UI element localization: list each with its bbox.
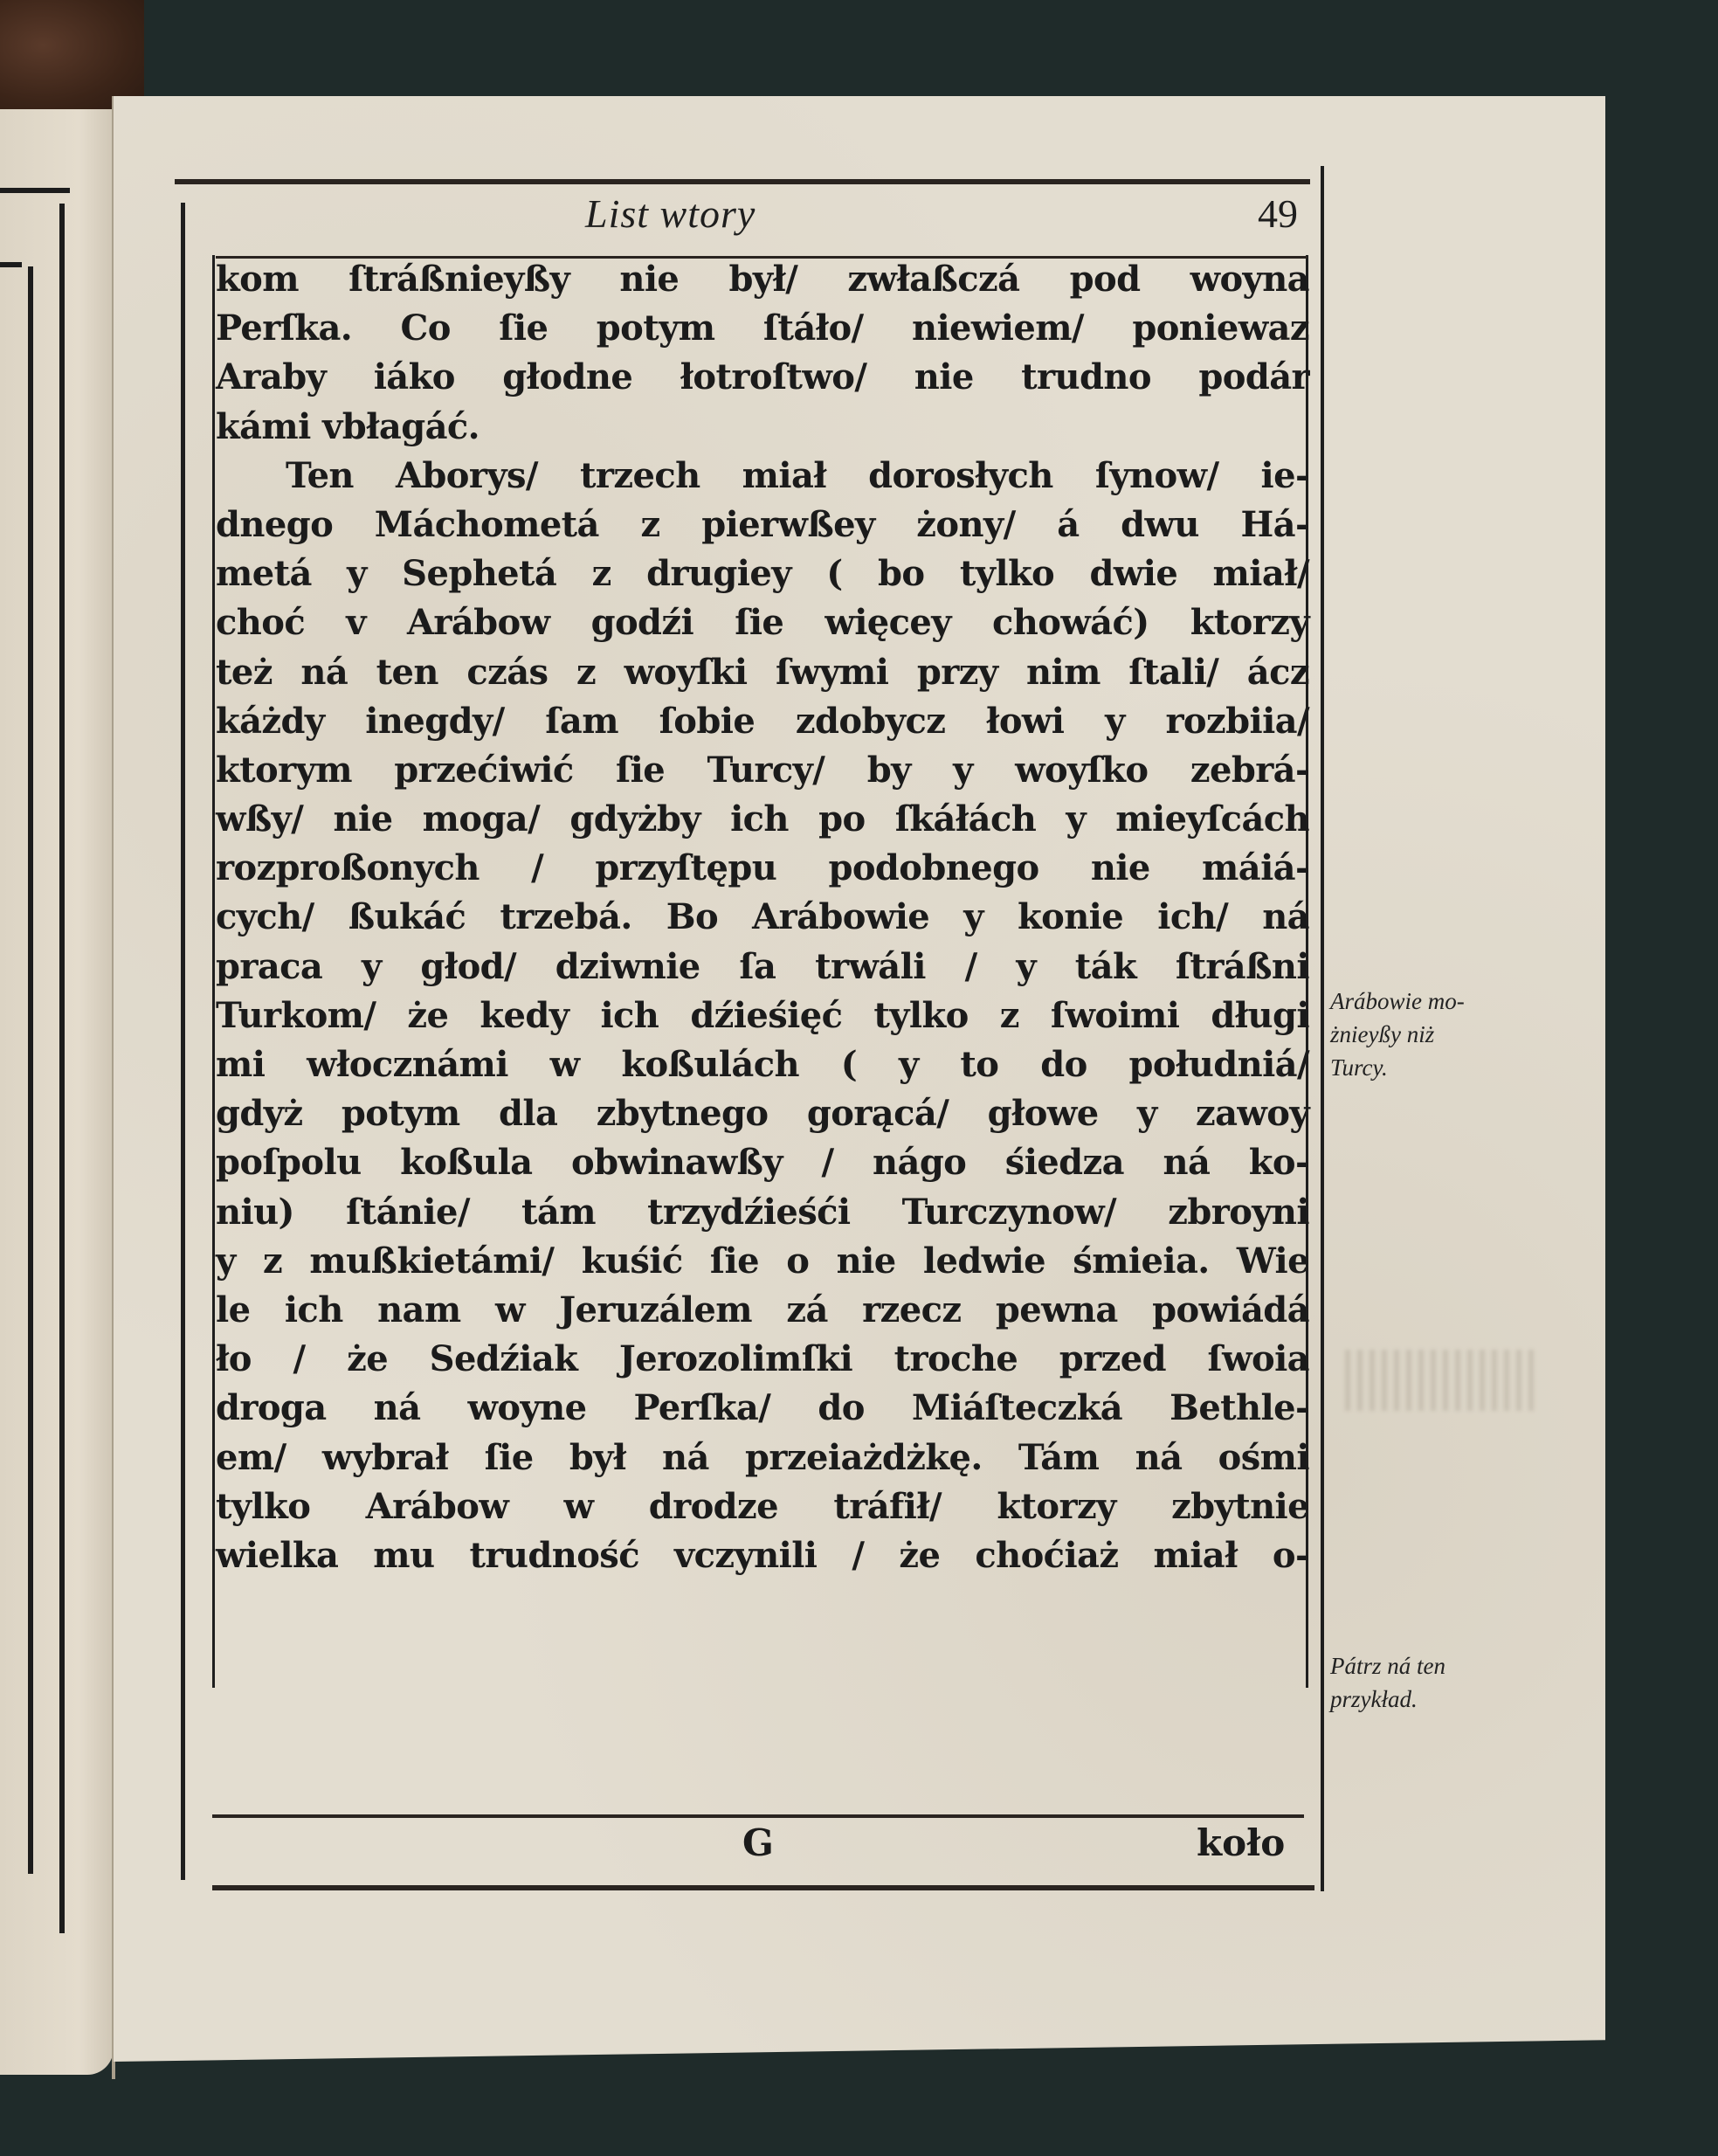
- text-line: poſpolu koßula obwinawßy / nágo śiedza ná ko-: [216, 1142, 1309, 1184]
- text-line: kámi vbłagáć.: [216, 405, 480, 447]
- marginal-note-line: Turcy.: [1330, 1054, 1388, 1081]
- text-line: cych/ ßukáć trzebá. Bo Arábowie y konie ich/ ná: [216, 896, 1309, 938]
- facing-page-rule: [59, 204, 65, 1933]
- footer-bottom-rule: [212, 1885, 1314, 1890]
- facing-page-rule: [0, 188, 70, 193]
- header-top-rule: [175, 179, 1310, 184]
- text-line: wielka mu trudność vczynili / że choćiaż miał o-: [216, 1534, 1309, 1576]
- paragraph-first-line: Ten Aborys/ trzech miał dorosłych ſynow/ ie-: [286, 454, 1309, 496]
- marginal-note-line: Pátrz ná ten: [1330, 1653, 1445, 1679]
- marginal-note-line: przykład.: [1330, 1686, 1418, 1712]
- page-number: 49: [1258, 191, 1298, 236]
- text-line: gdyż potym dla zbytnego gorącá/ głowe y zawoy: [216, 1093, 1309, 1135]
- text-line: káżdy inegdy/ ſam ſobie zdobycz łowi y rozbiia/: [216, 700, 1309, 742]
- marginal-note-line: żnieyßy niż: [1330, 1021, 1435, 1047]
- text-line: dnego Máchometá z pierwßey żony/ á dwu Há-: [216, 503, 1309, 545]
- text-line: rozproßonych / przyſtępu podobnego nie máiá-: [216, 847, 1309, 889]
- body-text: [216, 255, 1309, 1580]
- text-bottom-rule: [212, 1814, 1304, 1818]
- text-line: Perſka. Co ſie potym ſtáło/ niewiem/ poniewaz: [216, 308, 1309, 349]
- text-line: droga ná woyne Perſka/ do Miáſteczká Bethle-: [216, 1387, 1309, 1429]
- frame-inner-left-rule: [212, 255, 215, 1688]
- text-line: mi włocznámi w koßulách ( y to do południá/: [216, 1044, 1309, 1085]
- text-line: ktorym przećiwić ſie Turcy/ by y woyſko zebrá-: [216, 749, 1309, 791]
- text-line: ło / że Sedźiak Jerozolimſki troche przed ſwoia: [216, 1338, 1309, 1380]
- catchword: koło: [1197, 1821, 1286, 1864]
- text-line: praca y głod/ dziwnie ſa trwáli / y ták ſtráßni: [216, 945, 1309, 987]
- text-line: kom ſtráßnieyßy nie był/ zwłaßczá pod woyna: [216, 259, 1309, 300]
- marginal-note: [1330, 985, 1557, 1084]
- marginal-note-line: Arábowie mo-: [1330, 988, 1465, 1014]
- text-line: le ich nam w Jeruzálem zá rzecz pewna powiádá: [216, 1289, 1309, 1330]
- signature-mark: G: [742, 1821, 774, 1864]
- text-line: Araby iáko głodne łotroſtwo/ nie trudno podár: [216, 356, 1309, 398]
- text-line: choć v Arábow godźi ſie więcey chowáć) ktorzy: [216, 602, 1309, 644]
- running-title: List wtory: [585, 191, 756, 236]
- text-line: em/ wybrał ſie był ná przeiażdżkę. Tám ná ośmi: [216, 1436, 1309, 1478]
- text-line: tylko Arábow w drodze tráfił/ ktorzy zbytnie: [216, 1485, 1309, 1527]
- show-through-ink: [1345, 1350, 1537, 1411]
- facing-page-rule: [28, 266, 33, 1874]
- facing-page-edge: [0, 109, 114, 2075]
- text-line: wßy/ nie moga/ gdyżby ich po ſkáłách y mieyſcách: [216, 798, 1309, 840]
- text-line: też ná ten czás z woyſki ſwymi przy nim ſtali/ ácz: [216, 651, 1309, 693]
- text-line: niu) ſtánie/ tám trzydźieśći Turczynow/ zbroyni: [216, 1191, 1309, 1233]
- facing-page-rule: [0, 262, 22, 267]
- frame-right-rule: [1321, 166, 1324, 1891]
- frame-left-rule: [181, 203, 185, 1880]
- text-line: metá y Sephetá z drugiey ( bo tylko dwie miał/: [216, 553, 1309, 595]
- text-line: Turkom/ że kedy ich dźieśięć tylko z ſwoimi długi: [216, 994, 1309, 1036]
- marginal-note: [1330, 1649, 1557, 1716]
- text-line: y z mußkietámi/ kuśić ſie o nie ledwie śmieia. Wie: [216, 1240, 1309, 1282]
